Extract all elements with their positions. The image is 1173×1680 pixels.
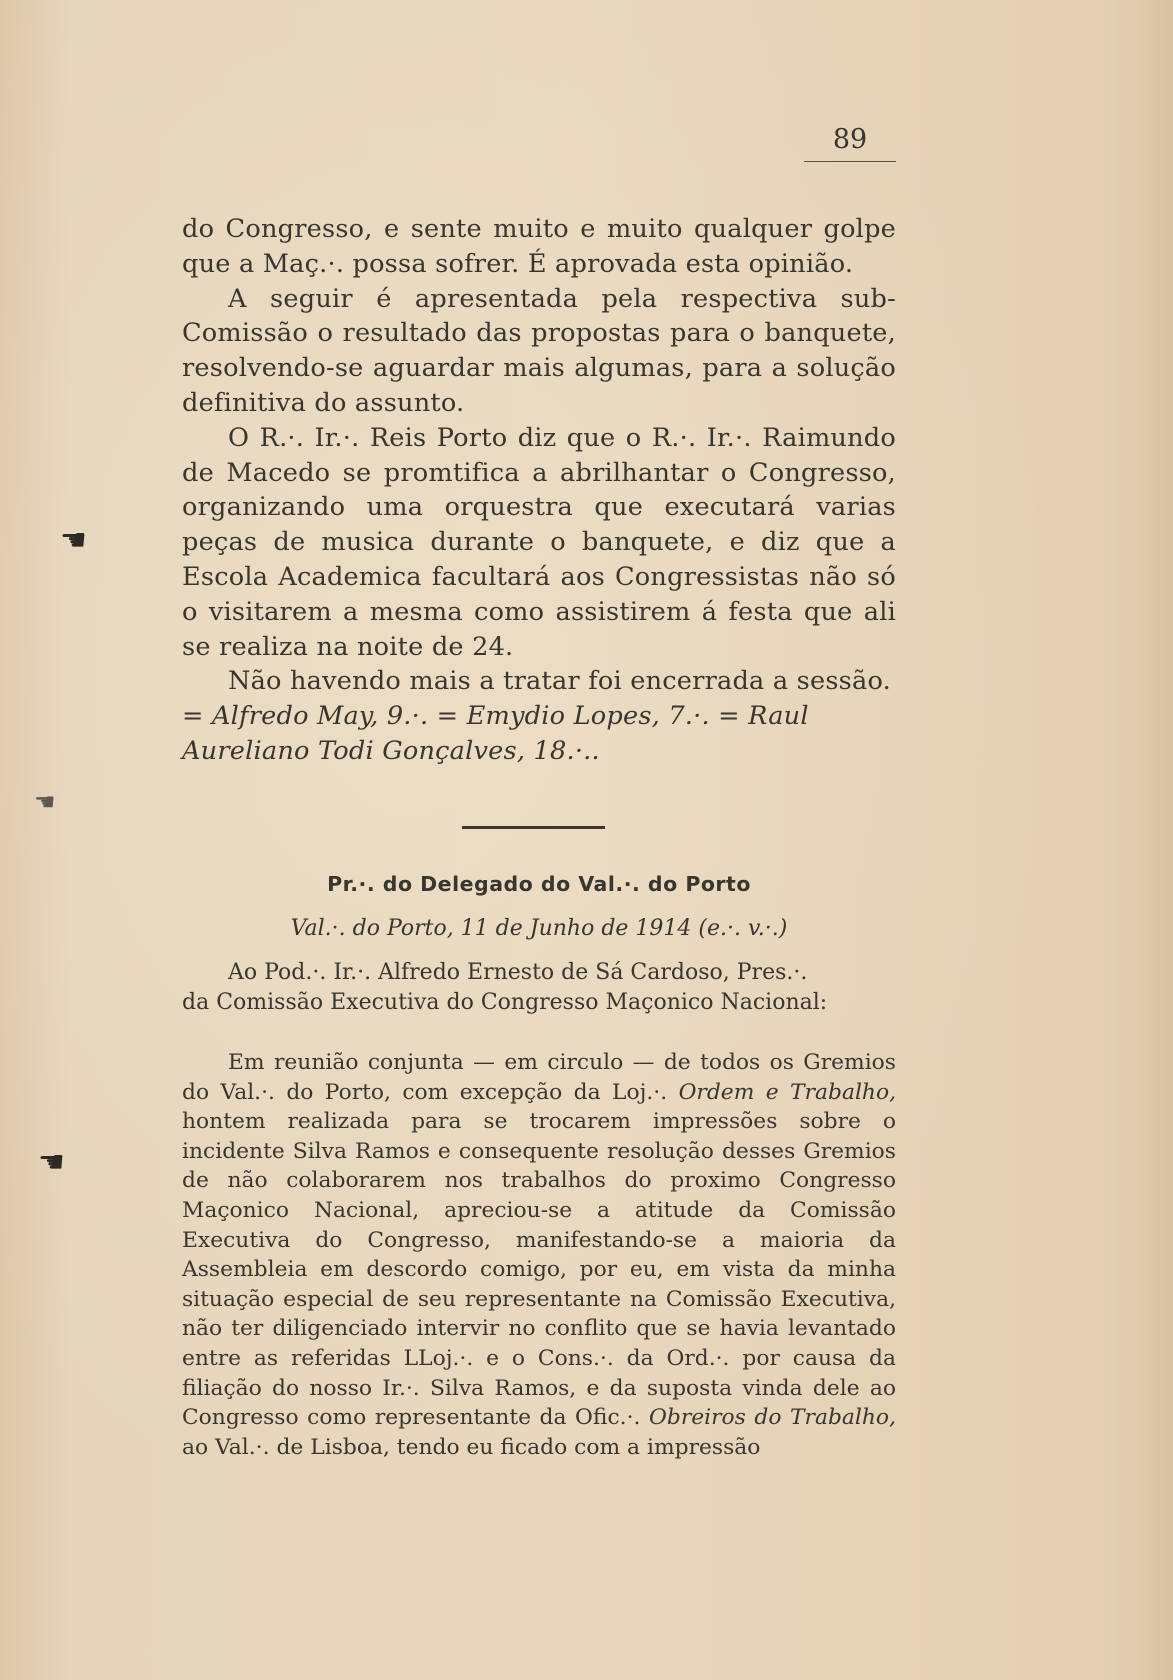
- signature-raul-goncalves: Raul Aureliano Todi Gonçalves, 18.·..: [182, 701, 809, 766]
- salutation-line: Ao Pod.·. Ir.·. Alfredo Ernesto de Sá Cardoso, Pres.·.: [228, 960, 808, 985]
- main-text: [182, 212, 896, 769]
- main-paragraph: do Congresso, e sente muito e muito qualquer golpe que a Maç.·. possa sofrer. É aprovada esta opinião.: [182, 214, 896, 279]
- page-number: 89: [804, 124, 896, 162]
- closing-text: Não havendo mais a tratar foi encerrada a sessão. =: [182, 666, 891, 732]
- main-paragraph: O R.·. Ir.·. Reis Porto diz que o R.·. Ir.·. Raimundo de Macedo se promtifica a abrilhantar o Congresso, organizando uma orquestra que executará varias peças de musica durante o banquete, e diz que a Escola Academica facultará aos Congressistas não só o visitarem a mesma como assistirem á festa que ali se realiza na noite de 24.: [182, 422, 896, 662]
- letter-salutation: [182, 958, 896, 1018]
- section-heading: Pr.·. do Delegado do Val.·. do Porto: [327, 872, 751, 896]
- signature-separator: =: [709, 701, 749, 732]
- section-divider: [462, 826, 605, 829]
- letter-text: hontem realizada para se trocarem impressões sobre o incidente Silva Ramos e consequente resolução desses Gremios de não colaborarem nos trabalhos do proximo Congresso Maçonico Nacional, apreciou-se a atitude da Comissão Executiva do Congresso, manifestando-se a maioria da Assembleia em descordo comigo, por eu, em vista da minha situação especial de seu representante na Comissão Executiva, não ter diligenciado intervir no conflito que se havia levantado entre as referidas LLoj.·. e o Cons.·. da Ord.·. por causa da filiação do nosso Ir.·. Silva Ramos, e da suposta vinda dele ao Congresso como representante da Ofic.·.: [182, 1109, 896, 1431]
- letter-body: [182, 1048, 896, 1462]
- letter-text: ao Val.·. de Lisboa, tendo eu ficado com a impressão: [182, 1434, 761, 1460]
- letter-paragraph: [182, 1048, 896, 1462]
- pointing-hand-icon: ☚: [38, 1145, 65, 1180]
- workshop-name: Obreiros do Trabalho,: [649, 1405, 896, 1431]
- signature-separator: =: [428, 701, 467, 732]
- salutation-line: da Comissão Executiva do Congresso Maçonico Nacional:: [182, 990, 828, 1015]
- signature-emydio-lopes: Emydio Lopes, 7.·.: [466, 701, 710, 732]
- letter-text: Em reunião conjunta — em circulo — de todos os Gremios do Val.·. do Porto, com excepção da Loj.·.: [182, 1050, 896, 1105]
- letter-date: Val.·. do Porto, 11 de Junho de 1914 (e.·. v.·.): [290, 916, 788, 941]
- main-paragraph: A seguir é apresentada pela respectiva sub-Comissão o resultado das propostas para o banquete, resolvendo-se aguardar mais algumas, para a solução definitiva do assunto.: [182, 283, 896, 418]
- lodge-name: Ordem e Trabalho,: [678, 1079, 897, 1105]
- signature-alfredo-may: Alfredo May, 9.·.: [211, 701, 429, 732]
- closing-paragraph: [182, 664, 896, 768]
- pointing-hand-icon: ☚: [34, 788, 56, 816]
- pointing-hand-icon: ☚: [60, 523, 87, 558]
